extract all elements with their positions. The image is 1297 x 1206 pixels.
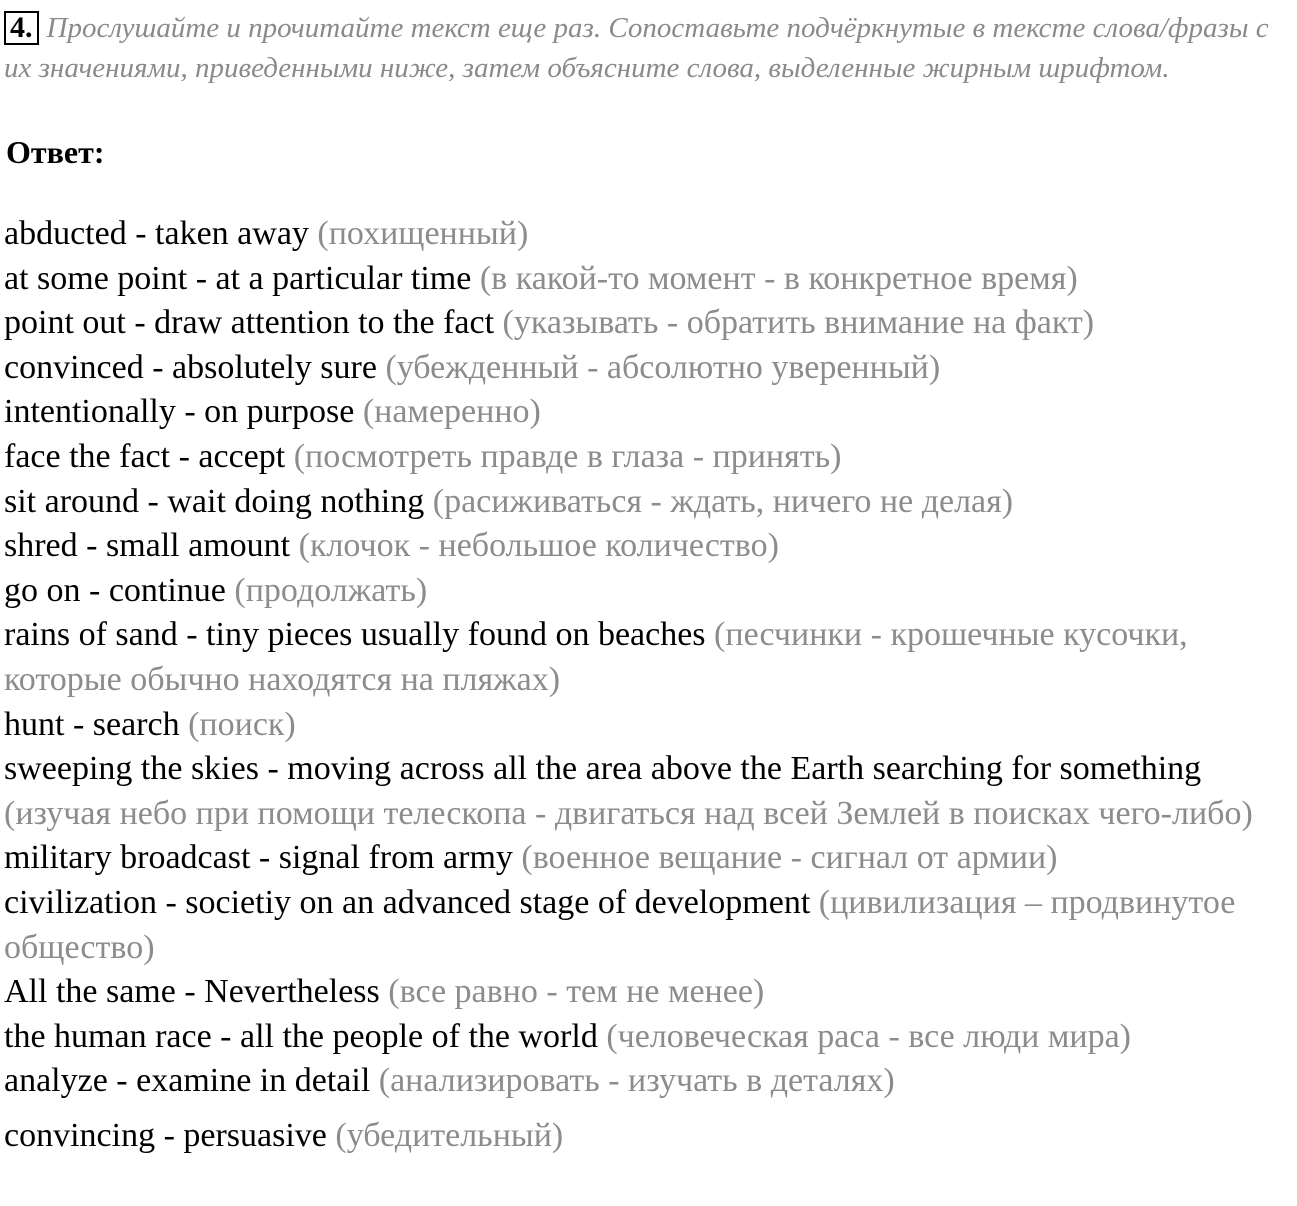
- entry-english: All the same - Nevertheless: [4, 973, 380, 1011]
- list-item: [4, 703, 1296, 748]
- list-item: [4, 1059, 1296, 1104]
- list-item: [4, 480, 1296, 525]
- list-item: [4, 390, 1296, 435]
- entry-english: analyze - examine in detail: [4, 1062, 371, 1100]
- entry-russian: (изучая небо при помощи телескопа - двигаться над всей Землей в поисках чего-либо): [4, 794, 1253, 832]
- task-instruction-text: Прослушайте и прочитайте текст еще раз. Сопоставьте подчёркнутые в тексте слова/фразы с их значениями, приведенными ниже, затем объясните слова, выделенные жирным шрифтом.: [4, 12, 1269, 84]
- entry-russian: (посмотреть правде в глаза - принять): [293, 437, 842, 475]
- answer-label: Ответ:: [6, 134, 105, 170]
- entry-russian: (военное вещание - сигнал от армии): [521, 839, 1058, 877]
- list-item: [4, 346, 1296, 391]
- entry-english: convinced - absolutely sure: [4, 348, 377, 386]
- entry-english: go on - continue: [4, 571, 226, 609]
- list-item: [4, 212, 1296, 257]
- list-item: [4, 836, 1296, 881]
- entry-russian: (песчинки - крошечные кусочки, которые обычно находятся на пляжах): [4, 616, 1188, 698]
- entry-russian: (продолжать): [234, 571, 428, 609]
- entry-english: the human race - all the people of the world: [4, 1017, 598, 1055]
- list-item: [4, 747, 1296, 836]
- list-item: [4, 881, 1296, 970]
- entry-russian: (намеренно): [362, 393, 541, 431]
- entry-russian: (поиск): [188, 705, 296, 743]
- entry-english: civilization - societiy on an advanced stage of development: [4, 883, 811, 921]
- entry-english: at some point - at a particular time: [4, 259, 472, 297]
- entry-russian: (цивилизация – продвинутое общество): [4, 883, 1236, 966]
- entry-english: rains of sand - tiny pieces usually found on beaches: [4, 616, 706, 654]
- vocabulary-list: [4, 212, 1296, 1158]
- list-item: [4, 301, 1296, 346]
- entry-russian: (все равно - тем не менее): [388, 973, 765, 1011]
- list-item: [4, 1015, 1296, 1060]
- list-item: [4, 970, 1296, 1015]
- entry-russian: (в какой-то момент - в конкретное время): [479, 259, 1078, 297]
- entry-russian: (клочок - небольшое количество): [298, 527, 779, 565]
- entry-russian: (анализировать - изучать в деталях): [378, 1062, 895, 1100]
- list-item: [4, 257, 1296, 302]
- entry-english: point out - draw attention to the fact: [4, 304, 495, 342]
- entry-english: military broadcast - signal from army: [4, 839, 513, 877]
- list-item: [4, 613, 1296, 702]
- entry-russian: (похищенный): [317, 215, 529, 252]
- entry-russian: (человеческая раса - все люди мира): [606, 1017, 1131, 1055]
- entry-russian: (убедительный): [335, 1116, 564, 1154]
- list-item: [4, 1114, 1296, 1159]
- entry-english: sweeping the skies - moving across all the area above the Earth searching for something: [4, 750, 1202, 788]
- task-instruction-block: [4, 8, 1292, 88]
- entry-english: shred - small amount: [4, 527, 291, 565]
- task-number-badge: 4.: [4, 11, 39, 45]
- entry-english: hunt - search: [4, 705, 180, 743]
- entry-russian: (указывать - обратить внимание на факт): [502, 304, 1095, 342]
- entry-russian: (убежденный - абсолютно уверенный): [385, 348, 941, 386]
- entry-english: abducted - taken away: [4, 215, 309, 252]
- entry-english: intentionally - on purpose: [4, 393, 355, 431]
- entry-russian: (расиживаться - ждать, ничего не делая): [432, 482, 1014, 520]
- entry-english: convincing - persuasive: [4, 1116, 327, 1154]
- list-item: [4, 524, 1296, 569]
- list-item: [4, 569, 1296, 614]
- list-item: [4, 435, 1296, 480]
- entry-english: sit around - wait doing nothing: [4, 482, 425, 520]
- entry-english: face the fact - accept: [4, 437, 286, 475]
